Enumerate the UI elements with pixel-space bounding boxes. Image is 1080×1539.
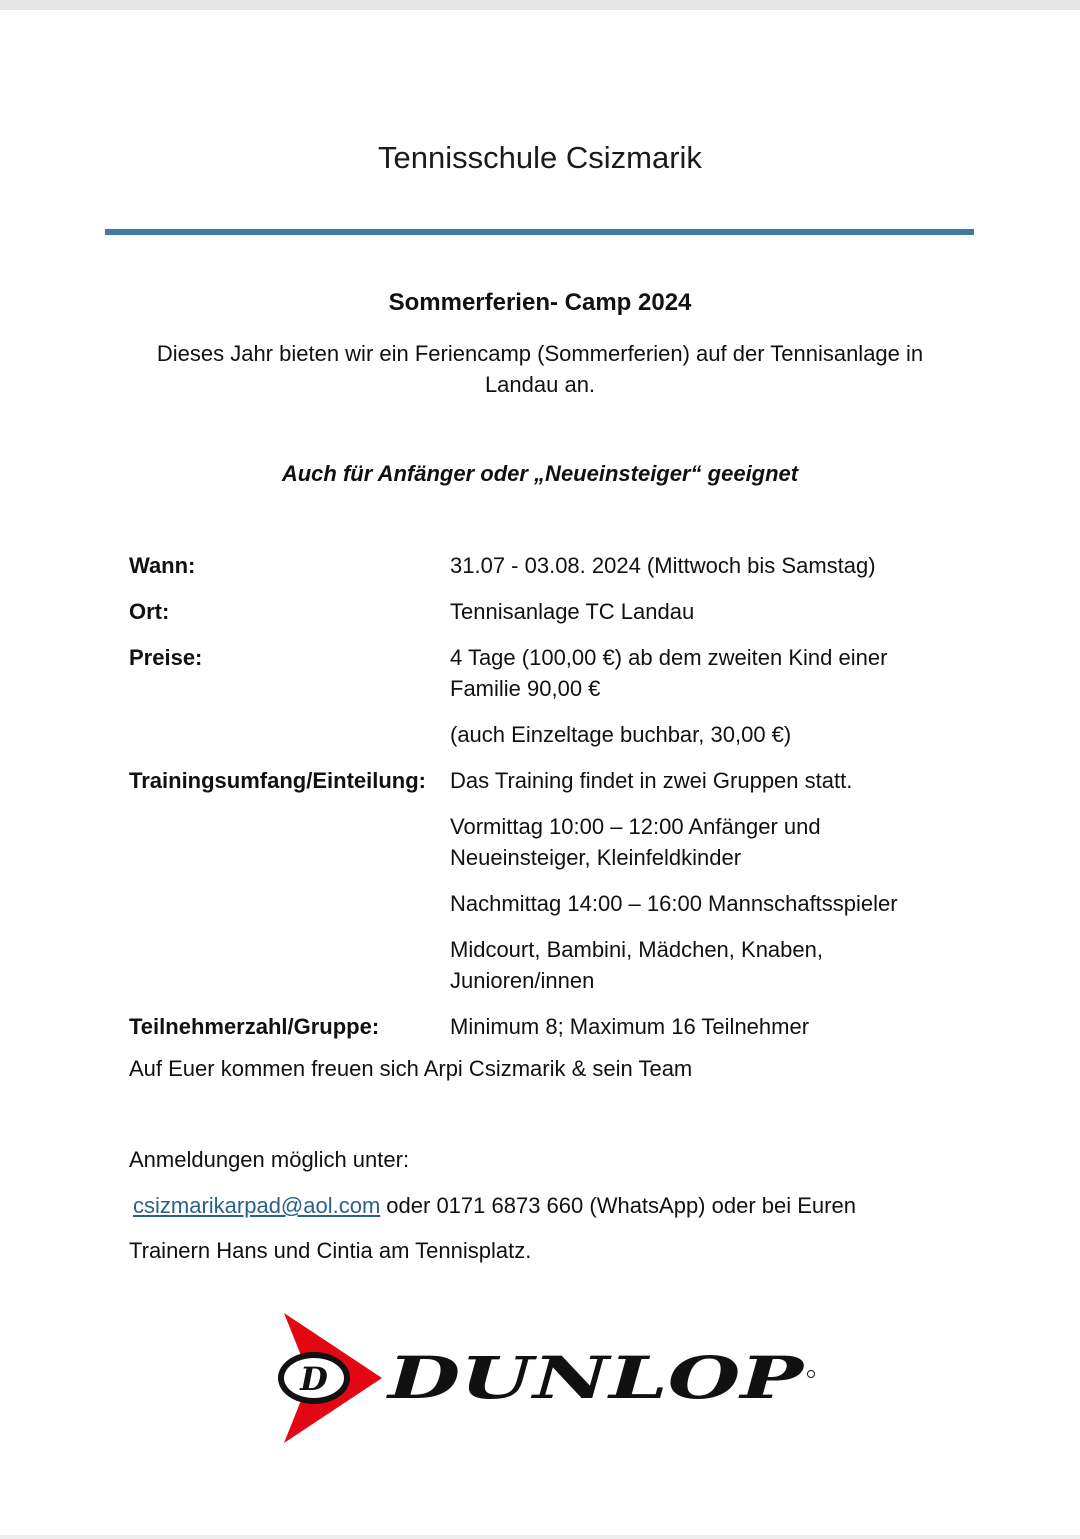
place-label: Ort: bbox=[129, 599, 170, 624]
header-divider bbox=[105, 229, 974, 235]
top-edge bbox=[0, 0, 1080, 10]
when-value: 31.07 - 03.08. 2024 (Mittwoch bis Samstag) bbox=[450, 553, 876, 578]
prices-label: Preise: bbox=[129, 645, 203, 670]
prices-line-1: 4 Tage (100,00 €) ab dem zweiten Kind einer Familie 90,00 € bbox=[450, 645, 888, 701]
training-line-3: Nachmittag 14:00 – 16:00 Mannschaftsspieler bbox=[450, 891, 898, 916]
camp-title: Sommerferien- Camp 2024 bbox=[388, 289, 692, 316]
info-table bbox=[129, 550, 959, 1042]
school-name: Tennisschule Csizmarik bbox=[378, 140, 702, 175]
registered-mark-icon bbox=[808, 1371, 815, 1378]
info-row-training bbox=[129, 765, 959, 1011]
info-row-when bbox=[129, 550, 959, 596]
closing-text: Auf Euer kommen freuen sich Arpi Csizmarik & sein Team bbox=[129, 1056, 693, 1081]
participants-value: Minimum 8; Maximum 16 Teilnehmer bbox=[450, 1014, 810, 1039]
contact-line-2: Trainern Hans und Cintia am Tennisplatz. bbox=[129, 1238, 532, 1263]
dunlop-wordmark: DUNLOP bbox=[385, 1344, 805, 1412]
training-line-2: Vormittag 10:00 – 12:00 Anfänger und Neueinsteiger, Kleinfeldkinder bbox=[450, 814, 821, 870]
training-value-cell bbox=[450, 765, 959, 1011]
dunlop-d-mark: D bbox=[300, 1360, 328, 1398]
training-line-4: Midcourt, Bambini, Mädchen, Knaben, Junioren/innen bbox=[450, 937, 823, 993]
signup-label: Anmeldungen möglich unter: bbox=[129, 1147, 410, 1172]
place-value: Tennisanlage TC Landau bbox=[450, 599, 695, 624]
intro-text: Dieses Jahr bieten wir ein Feriencamp (Sommerferien) auf der Tennisanlage in Landau an. bbox=[156, 341, 924, 397]
when-value-cell bbox=[450, 550, 959, 596]
bottom-edge bbox=[0, 1535, 1080, 1539]
training-label: Trainingsumfang/Einteilung: bbox=[129, 768, 426, 793]
participants-label: Teilnehmerzahl/Gruppe: bbox=[129, 1014, 380, 1039]
prices-value-cell bbox=[450, 642, 959, 765]
info-row-participants bbox=[129, 1011, 959, 1042]
info-row-prices bbox=[129, 642, 959, 765]
contact-line bbox=[129, 1190, 856, 1221]
training-line-1: Das Training findet in zwei Gruppen statt. bbox=[450, 768, 853, 793]
contact-after-email: oder 0171 6873 660 (WhatsApp) oder bei Euren bbox=[386, 1193, 856, 1218]
prices-line-2: (auch Einzeltage buchbar, 30,00 €) bbox=[450, 722, 792, 747]
email-link[interactable]: csizmarikarpad@aol.com bbox=[133, 1193, 381, 1218]
participants-value-cell bbox=[450, 1011, 959, 1042]
dunlop-logo-icon bbox=[270, 1308, 830, 1448]
place-value-cell bbox=[450, 596, 959, 642]
info-row-place bbox=[129, 596, 959, 642]
suitable-note: Auch für Anfänger oder „Neueinsteiger“ geeignet bbox=[281, 461, 799, 486]
when-label: Wann: bbox=[129, 553, 196, 578]
